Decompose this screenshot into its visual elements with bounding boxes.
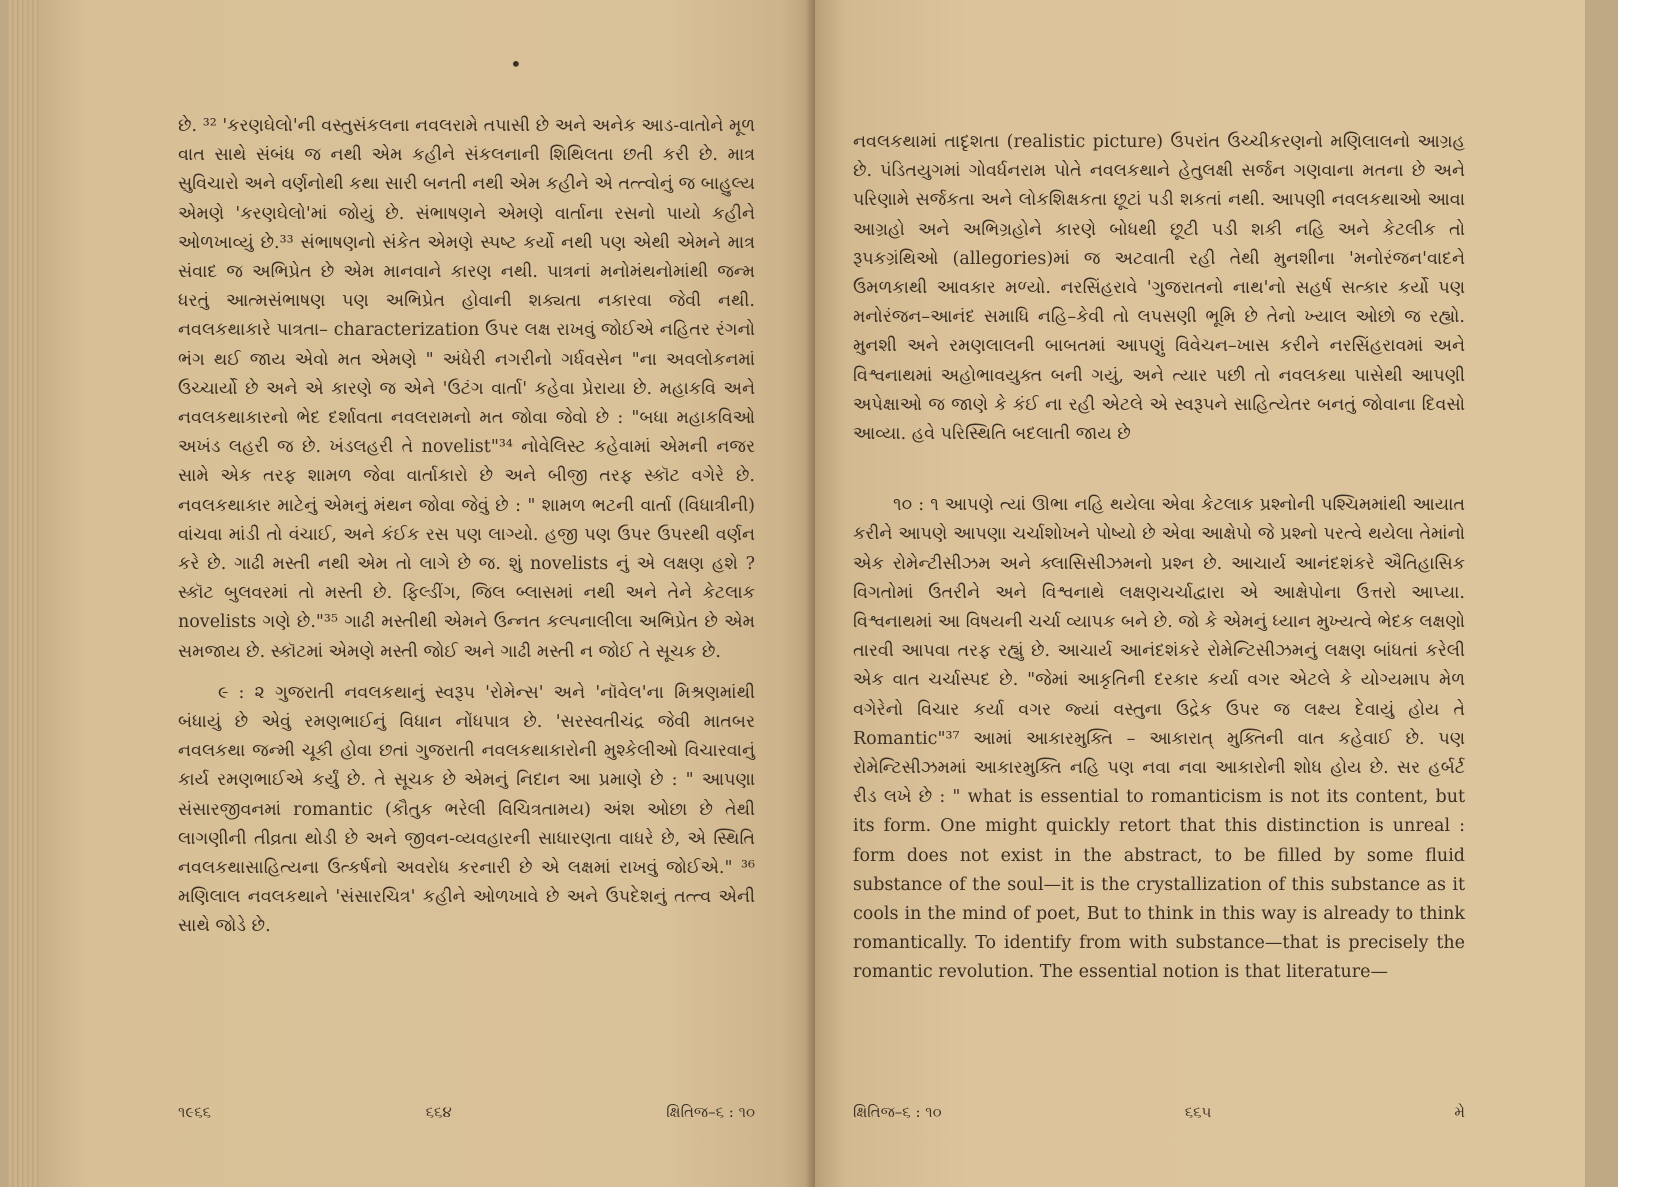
left-paragraph-1: છે. ³² 'કરણઘેલો'ની વસ્તુસંકલના નવલરામે તપાસી છે અને અનેક આડ-વાતોને મૂળ વાત સાથે સંબંધ જ નથી એમ કહીને સંકલનાની શિથિલતા છતી કરી છે. માત્ર સુવિચારો અને વર્ણનોથી કથા સારી બનતી નથી એમ કહીને એ તત્ત્વોનું જ બાહુલ્ય એમણે 'કરણઘેલો'માં જોયું છે. સંભાષણને એમણે વાર્તાના રસનો પાયો કહીને ઓળખાવ્યું છે.³³ સંભાષણનો સંકેત એમણે સ્પષ્ટ કર્યો નથી પણ એથી એમને માત્ર સંવાદ જ અભિપ્રેત છે એમ માનવાને કારણ નથી. પાત્રનાં મનોમંથનોમાંથી જન્મ ધરતું આત્મસંભાષણ પણ અભિપ્રેત હોવાની શક્યતા નકારવા જેવી નથી. નવલકથાકારે પાત્રતા– characterization ઉપર લક્ષ રાખવું જોઈએ નહિતર રંગનો ભંગ થઈ જાય એવો મત એમણે " અંધેરી નગરીનો ગર્ધવસેન "ના અવલોકનમાં ઉચ્ચાર્યો છે અને એ કારણે જ એને 'ઉટંગ વાર્તા' કહેવા પ્રેરાયા છે. મહાકવિ અને નવલકથાકારનો ભેદ દર્શાવતા નવલરામનો મત જોવા જેવો છે : "બધા મહાકવિઓ અખંડ લહરી જ છે. ખંડલહરી તે novelist"³⁴ નોવેલિસ્ટ કહેવામાં એમની નજર સામે એક તરફ શામળ જેવા વાર્તાકારો છે અને બીજી તરફ સ્કૉટ વગેરે છે. નવલકથાકાર માટેનું એમનું મંથન જોવા જેવું છે : " શામળ ભટની વાર્તા (વિધાત્રીની) વાંચવા માંડી તો વંચાઈ, અને કંઈક રસ પણ લાગ્યો. હજી પણ ઉપર ઉપરથી વર્ણન કરે છે. ગાઢી મસ્તી નથી એમ તો લાગે છે જ. શું novelists નું એ લક્ષણ હશે ? સ્કૉટ બુલવરમાં તો મસ્તી છે. ફિલ્ડીંગ, જિલ બ્લાસમાં નથી અને તેને કેટલાક novelists ગણે છે."³⁵ ગાઢી મસ્તીથી એમને ઉન્નત કલ્પનાલીલા અભિપ્રેત છે એમ સમજાય છે. સ્કૉટમાં એમણે મસ્તી જોઈ અને ગાઢી મસ્તી ન જોઈ તે સૂચક છે. (178, 116, 755, 662)
footer-page-number: ૬૬૫ (1184, 1103, 1212, 1121)
left-page (40, 0, 815, 1187)
left-footer (178, 1103, 755, 1121)
footer-journal: ક્ષિતિજ–૬ : ૧૦ (853, 1103, 942, 1121)
footer-signature: મે (1454, 1103, 1465, 1121)
footer-year: ૧૯૬૬ (178, 1103, 212, 1121)
left-paragraph-2: ૯ : ૨ ગુજરાતી નવલકથાનું સ્વરૂપ 'રોમેન્સ' અને 'નૉવેલ'ના મિશ્રણમાંથી બંધાયું છે એવું રમણભાઈનું વિધાન નોંધપાત્ર છે. 'સરસ્વતીચંદ્ર જેવી માતબર નવલકથા જન્મી ચૂકી હોવા છતાં ગુજરાતી નવલકથાકારોની મુશ્કેલીઓ વિચારવાનું કાર્ય રમણભાઈએ કર્યું છે. તે સૂચક છે એમનું નિદાન આ પ્રમાણે છે : " આપણા સંસારજીવનમાં romantic (કૌતુક ભરેલી વિચિત્રતામય) અંશ ઓછા છે તેથી લાગણીની તીવ્રતા થોડી છે અને જીવન-વ્યવહારની સાધારણતા વાધરે છે, એ સ્થિતિ નવલકથાસાહિત્યના ઉત્કર્ષનો અવરોધ કરનારી છે એ લક્ષમાં રાખવું જોઈએ." ³⁶ મણિલાલ નવલકથાને 'સંસારચિત્ર' કહીને ઓળખાવે છે અને ઉપદેશનું તત્ત્વ એની સાથે જોડે છે. (178, 682, 755, 937)
right-page (815, 0, 1585, 1187)
page-edges (8, 0, 42, 1187)
right-page-body (853, 128, 1465, 988)
right-paragraph-2: ૧૦ : ૧ આપણે ત્યાં ઊભા નહિ થયેલા એવા કેટલાક પ્રશ્નોની પશ્ચિમમાંથી આયાત કરીને આપણે આપણા ચર્ચાશોખને પોષ્યો છે એવા આક્ષેપો જે પ્રશ્નો પરત્વે થયેલા તેમાંનો એક રોમેન્ટીસીઝમ અને ક્લાસિસીઝમનો પ્રશ્ન છે. આચાર્ય આનંદશંકરે ઐતિહાસિક વિગતોમાં ઉતરીને અને વિશ્વનાથે લક્ષણચર્ચાદ્વારા એ આક્ષેપોના ઉત્તરો આપ્યા. વિશ્વનાથમાં આ વિષયની ચર્ચા વ્યાપક બને છે. જો કે એમનું ધ્યાન મુખ્યત્વે ભેદક લક્ષણો તારવી આપવા તરફ રહ્યું છે. આચાર્ય આનંદશંકરે રોમેન્ટિસીઝમનું લક્ષણ બાંધતાં કરેલી એક વાત ચર્ચાસ્પદ છે. "જેમાં આકૃતિની દરકાર કર્યા વગર એટલે કે યોગ્યમાપ મેળ વગેરેનો વિચાર કર્યા વગર જ્યાં વસ્તુના ઉદ્રેક ઉપર જ લક્ષ્ય દેવાયું હોય તે Romantic"³⁷ આમાં આકારમુક્તિ – આકારાત્ મુક્તિની વાત કહેવાઈ છે. પણ રોમેન્ટિસીઝમમાં આકારમુક્તિ નહિ પણ નવા નવા આકારોની શોધ હોય છે. સર હર્બર્ટ રીડ લખે છે : " what is essential to romanticism is not its content, but its form. One might quickly retort that this distinction is unreal : form does not exist in the abstract, to be filled by some fluid substance of the soul—it is the crystallization of this substance as it cools in the mind of poet, But to think in this way is already to think romantically. To identify from with substance—that is precisely the romantic revolution. The essential notion is that literature— (853, 495, 1465, 983)
left-page-body (178, 112, 755, 942)
right-footer (853, 1103, 1465, 1121)
right-paragraph-1: નવલકથામાં તાદૃશતા (realistic picture) ઉપરાંત ઉચ્ચીકરણનો મણિલાલનો આગ્રહ છે. પંડિતયુગમાં ગોવર્ધનરામ પોતે નવલકથાને હેતુલક્ષી સર્જન ગણવાના મતના છે અને પરિણામે સર્જકતા અને લોકશિક્ષકતા છૂટાં પડી શકતાં નથી. આપણી નવલકથાઓ આવા આગ્રહો અને અભિગ્રહોને કારણે બોધથી છૂટી પડી શકી નહિ અને કેટલીક તો રૂપકગ્રંથિઓ (allegories)માં જ અટવાતી રહી તેથી મુનશીના 'મનોરંજન'વાદને ઉમળકાથી આવકાર મળ્યો. નરસિંહરાવે 'ગુજરાતનો નાથ'નો સહર્ષ સત્કાર કર્યો પણ મનોરંજન–આનંદ સમાધિ નહિ–કેવી તો લપસણી ભૂમિ છે તેનો ખ્યાલ ઓછો જ રહ્યો. મુનશી અને રમણલાલની બાબતમાં આપણું વિવેચન–ખાસ કરીને નરસિંહરાવમાં અને વિશ્વનાથમાં અહોભાવયુક્ત બની ગયું, અને ત્યાર પછી તો નવલકથા પાસેથી આપણી અપેક્ષાઓ જ જાણે કે કંઈ ના રહી એટલે એ સ્વરૂપને સાહિત્યેતર બનતું જોવાના દિવસો આવ્યા. હવે પરિસ્થિતિ બદલાતી જાય છે (853, 132, 1465, 445)
top-mark: • (510, 52, 522, 76)
footer-journal: ક્ષિતિજ–૬ : ૧૦ (666, 1103, 755, 1121)
footer-page-number: ૬૬૪ (425, 1103, 452, 1121)
